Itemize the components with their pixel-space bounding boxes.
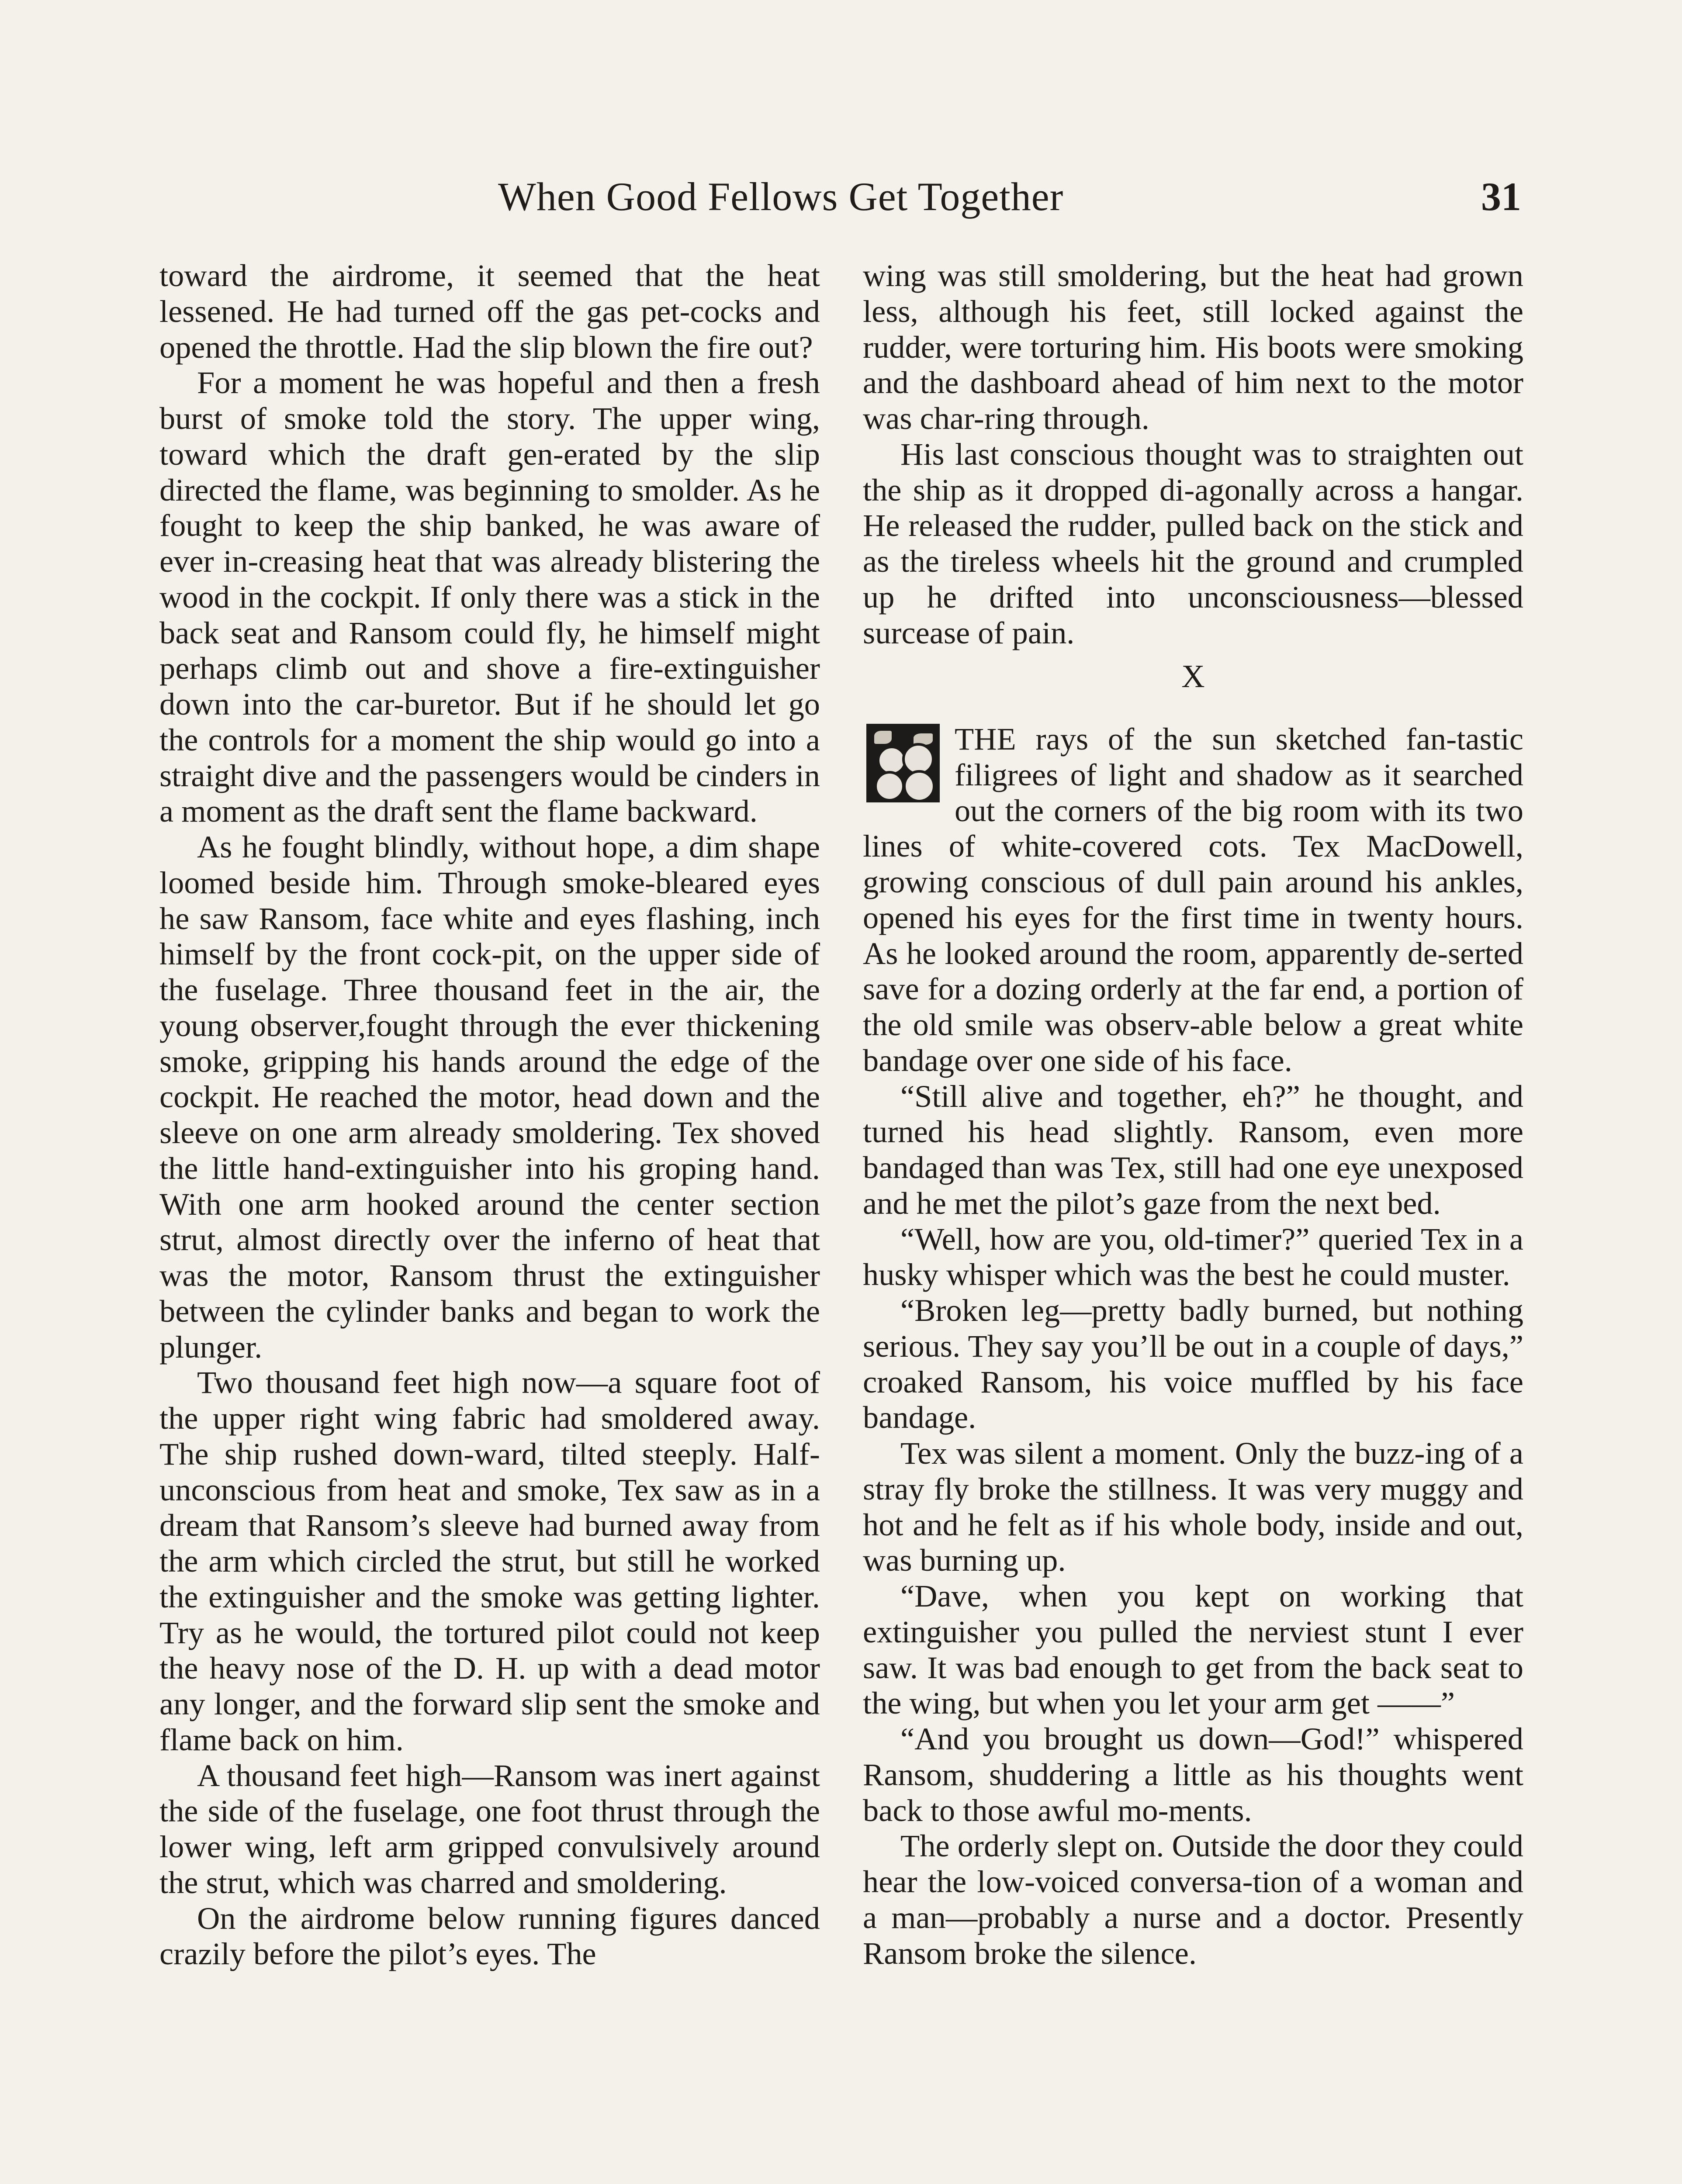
left-column <box>159 258 820 1972</box>
ornamental-dropcap-icon <box>866 724 940 802</box>
paragraph: “And you brought us down—God!” whispered Ransom, shuddering a little as his thoughts went back to those awful mo-ments. <box>863 1721 1523 1828</box>
page-header <box>0 166 1682 227</box>
paragraph: Two thousand feet high now—a square foot of the upper right wing fabric had smoldered away. The ship rushed down-ward, tilted steeply. Half-unconscious from heat and smoke, Tex saw as in a dream that Ransom’s sleeve had burned away from the arm which circled the strut, but still he worked the extinguisher and the smoke was getting lighter. Try as he would, the tortured pilot could not keep the heavy nose of the D. H. up with a dead motor any longer, and the forward slip sent the smoke and flame back on him. <box>159 1365 820 1757</box>
paragraph: On the airdrome below running figures danced crazily before the pilot’s eyes. The <box>159 1900 820 1972</box>
paragraph: As he fought blindly, without hope, a dim shape loomed beside him. Through smoke-bleared eyes he saw Ransom, face white and eyes flashing, inch himself by the front cock-pit, on the upper side of the fuselage. Three thousand feet in the air, the young observer,fought through the ever thickening smoke, gripping his hands around the edge of the cockpit. He reached the motor, head down and the sleeve on one arm already smoldering. Tex shoved the little hand-extinguisher into his groping hand. With one arm hooked around the center section strut, almost directly over the inferno of heat that was the motor, Ransom thrust the extinguisher between the cylinder banks and began to work the plunger. <box>159 829 820 1365</box>
page-number: 31 <box>1481 174 1521 219</box>
paragraph: “Dave, when you kept on working that extinguisher you pulled the nerviest stunt I ever saw. It was bad enough to get from the back seat to the wing, but when you let your arm get ——” <box>863 1578 1523 1721</box>
paragraph: For a moment he was hopeful and then a fresh burst of smoke told the story. The upper wing, toward which the draft gen-erated by the slip directed the flame, was beginning to smolder. As he fought to keep the ship banked, he was aware of ever in-creasing heat that was already blistering the wood in the cockpit. If only there was a stick in the back seat and Ransom could fly, he himself might perhaps climb out and shove a fire-extinguisher down into the car-buretor. But if he should let go the controls for a moment the ship would go into a straight dive and the passengers would be cinders in a moment as the draft sent the flame backward. <box>159 365 820 829</box>
paragraph: toward the airdrome, it seemed that the heat lessened. He had turned off the gas pet-cocks and opened the throttle. Had the slip blown the fire out? <box>159 258 820 365</box>
paragraph: THE rays of the sun sketched fan-tastic filigrees of light and shadow as it searched out the corners of the big room with its two lines of white-covered cots. Tex MacDowell, growing conscious of dull pain around his ankles, opened his eyes for the first time in twenty hours. As he looked around the room, apparently de-serted save for a dozing orderly at the far end, a portion of the old smile was observ-able below a great white bandage over one side of his face. <box>863 721 1523 1078</box>
paragraph: “Broken leg—pretty badly burned, but nothing serious. They say you’ll be out in a couple of days,” croaked Ransom, his voice muffled by his face bandage. <box>863 1292 1523 1435</box>
right-column <box>863 258 1523 1971</box>
running-head: When Good Fellows Get Together <box>498 174 1064 219</box>
paragraph: Tex was silent a moment. Only the buzz-ing of a stray fly broke the stillness. It was very muggy and hot and he felt as if his whole body, inside and out, was burning up. <box>863 1435 1523 1578</box>
paragraph: wing was still smoldering, but the heat had grown less, although his feet, still locked against the rudder, were torturing him. His boots were smoking and the dashboard ahead of him next to the motor was char-ring through. <box>863 258 1523 436</box>
dropcap-paragraph <box>863 721 1523 1078</box>
paragraph: “Still alive and together, eh?” he thought, and turned his head slightly. Ransom, even more bandaged than was Tex, still had one eye unexposed and he met the pilot’s gaze from the next bed. <box>863 1078 1523 1221</box>
section-number: X <box>1181 659 1205 695</box>
paragraph: “Well, how are you, old-timer?” queried Tex in a husky whisper which was the best he could muster. <box>863 1221 1523 1292</box>
paragraph: The orderly slept on. Outside the door they could hear the low-voiced conversa-tion of a woman and a man—probably a nurse and a doctor. Presently Ransom broke the silence. <box>863 1828 1523 1971</box>
paragraph: A thousand feet high—Ransom was inert against the side of the fuselage, one foot thrust through the lower wing, left arm gripped convulsively around the strut, which was charred and smoldering. <box>159 1757 820 1900</box>
paragraph: His last conscious thought was to straighten out the ship as it dropped di-agonally across a hangar. He released the rudder, pulled back on the stick and as the tireless wheels hit the ground and crumpled up he drifted into unconsciousness—blessed surcease of pain. <box>863 436 1523 650</box>
